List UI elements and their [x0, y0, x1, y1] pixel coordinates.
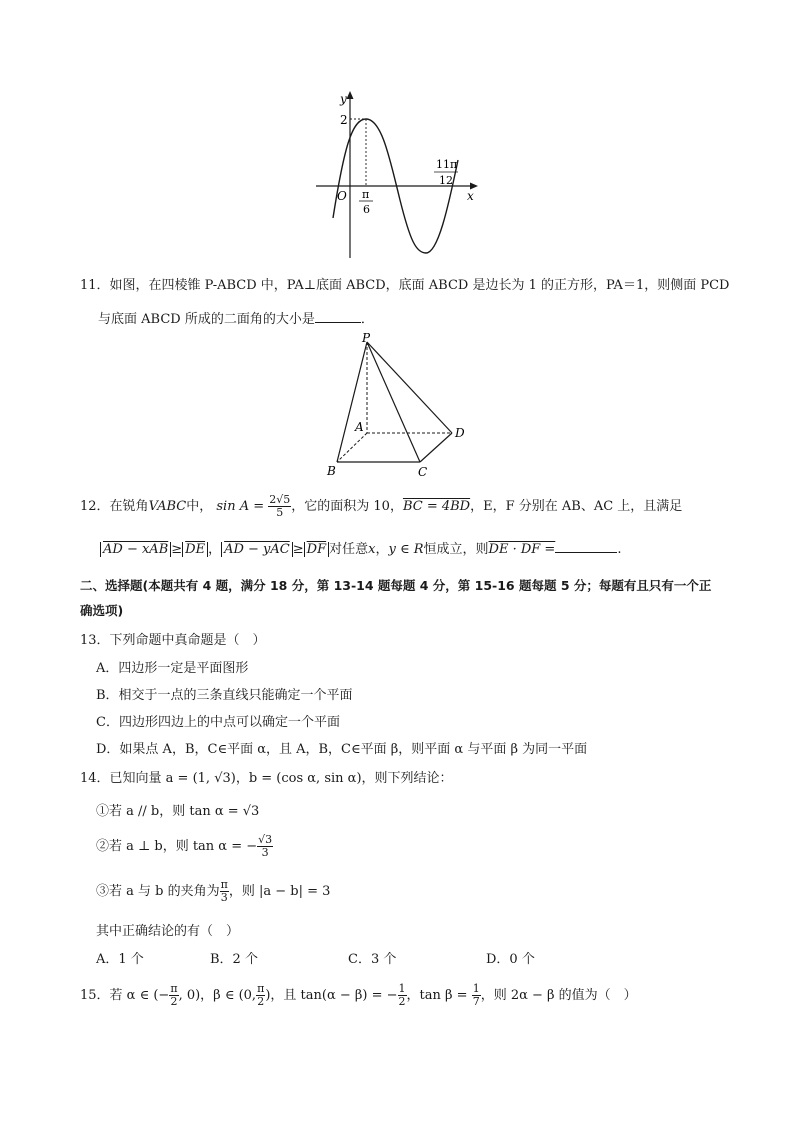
q15-t4-fraction: [472, 983, 481, 1008]
q14-conclusion-1: ①若 a // b，则 tan α = √3: [96, 804, 260, 819]
q15-t3-numerator: 1: [398, 982, 406, 995]
q11-text-line2: 与底面 ABCD 所成的二面角的大小是: [98, 312, 315, 327]
q14-c3-denominator: 3: [220, 891, 228, 904]
q12-text-1: 在锐角: [109, 499, 149, 514]
q12-text-4: ，E，F 分别在 AB、AC 上，且满足: [470, 499, 683, 514]
q14-stem-text: 已知向量 a = (1, √3)，b = (cos α, sin α)，则下列结论：: [109, 771, 453, 786]
pi1112-numerator: 11π: [436, 158, 458, 171]
section2-line2: 确选项): [80, 603, 124, 618]
q12-var-y: y ∈ R: [388, 542, 424, 557]
q13-stem: [80, 629, 266, 648]
pi1112-denominator: 12: [439, 174, 453, 187]
q15-interval1-right: , 0): [178, 988, 201, 1003]
q11-line2: [98, 308, 374, 327]
vertex-C-label: C: [418, 465, 428, 479]
section2-line1: 二、选择题(本题共有 4 题，满分 18 分，第 13-14 题每题 4 分，第 15-16 题每题 5 分；每题有且只有一个正: [80, 578, 712, 593]
q11-text-line1: 如图，在四棱锥 P-ABCD 中，PA⊥底面 ABCD，底面 ABCD 是边长为 1 的正方形，PA＝1，则侧面 PCD: [109, 278, 730, 293]
q12-text-7: 恒成立，则: [423, 542, 489, 557]
q15-stem: [80, 980, 637, 1012]
q15-int1-denominator: 2: [170, 995, 178, 1008]
q14-ask: 其中正确结论的有（ ）: [96, 924, 240, 939]
q14-c3-numerator: π: [220, 878, 228, 891]
q12-sep: ，: [208, 542, 222, 557]
q14-option-C[interactable]: C．3 个: [348, 952, 397, 967]
q14-c2-numerator: √3: [258, 833, 273, 846]
q15-int1-numerator: π: [170, 982, 178, 995]
q11-line1: [80, 274, 729, 293]
q12-ineq1-left: AD − xAB: [100, 542, 171, 557]
pi6-denominator: 6: [363, 203, 370, 216]
q12-triangle: VABC: [148, 499, 187, 514]
y-axis-label: y: [340, 92, 347, 106]
edge-CD: [420, 433, 452, 462]
pyramid-diagram: [320, 330, 470, 480]
q13-number: 13．: [80, 633, 110, 648]
q14-c2-denominator: 3: [261, 846, 269, 859]
q15-t4-denominator: 7: [472, 995, 480, 1008]
q12-bc-equation: BC = 4BD: [402, 499, 471, 514]
edge-AB-hidden: [337, 433, 367, 462]
q14-c3-post: ，则 |a − b| = 3: [228, 884, 331, 899]
q12-line1: [80, 492, 682, 522]
edge-PD: [367, 342, 452, 433]
q13-option-A[interactable]: A．四边形一定是平面图形: [96, 661, 249, 676]
q14-option-B[interactable]: B．2 个: [210, 952, 258, 967]
q12-ineq2-right: $\overline{DF}$: [304, 542, 329, 557]
vertex-D-label: D: [455, 426, 465, 440]
y-axis-arrow-icon: [347, 91, 354, 99]
q11-number: 11．: [80, 278, 110, 293]
q12-line2: [100, 538, 621, 557]
q12-ge-2: ≥: [292, 542, 304, 557]
q12-number: 12．: [80, 499, 110, 514]
q12-end: .: [617, 542, 622, 557]
q12-text-3: ，它的面积为 10，: [291, 499, 403, 514]
q13-stem-text: 下列命题中真命题是（ ）: [109, 633, 266, 648]
vertex-B-label: B: [327, 464, 336, 478]
q14-stem: [80, 767, 453, 786]
q15-interval1-fraction: [169, 983, 178, 1008]
q15-int2-denominator: 2: [257, 995, 265, 1008]
q12-sin-denominator: 5: [276, 506, 284, 519]
q12-var-x: x: [368, 542, 376, 557]
q15-text-3: ，且 tan(α − β) = −: [270, 988, 398, 1003]
q12-text-5: 对任意: [329, 542, 369, 557]
q14-conclusion-2: [96, 832, 273, 862]
q14-option-A[interactable]: A．1 个: [96, 952, 144, 967]
q12-ineq1-right: $\overline{DE}$: [182, 542, 208, 557]
q15-interval2-right: ): [265, 988, 271, 1003]
vertex-P-label: P: [362, 331, 371, 345]
q15-int2-numerator: π: [257, 982, 265, 995]
q12-sinA: sin A =: [216, 499, 265, 514]
edge-PC: [367, 342, 420, 462]
q12-ineq2-left: AD − yAC: [221, 542, 293, 557]
edge-PB: [337, 342, 367, 462]
q15-number: 15．: [80, 988, 110, 1003]
q12-text-2: 中，: [186, 499, 213, 514]
q11-end: ．: [360, 312, 374, 327]
q14-conclusion-3: [96, 877, 330, 907]
q12-text-6: ，: [375, 542, 389, 557]
origin-label: O: [337, 189, 347, 203]
q15-text-5: ，则 2α − β 的值为（ ）: [480, 988, 637, 1003]
q12-ge-1: ≥: [171, 542, 183, 557]
q13-option-D[interactable]: D．如果点 A，B，C∈平面 α，且 A，B，C∈平面 β，则平面 α 与平面 β 为同一平面: [96, 742, 588, 757]
q14-c3-text: ③若 a 与 b 的夹角为: [96, 884, 220, 899]
q15-interval1-left: (−: [153, 988, 170, 1003]
x-axis-label: x: [467, 189, 474, 203]
q14-c2-fraction: [257, 834, 273, 859]
q15-text-1: 若 α ∈: [109, 988, 150, 1003]
y-max-label: 2: [340, 113, 348, 127]
q13-option-B[interactable]: B．相交于一点的三条直线只能确定一个平面: [96, 688, 353, 703]
q15-text-2: ，β ∈: [200, 988, 235, 1003]
q15-t3-denominator: 2: [398, 995, 406, 1008]
q12-answer-blank[interactable]: [555, 552, 617, 553]
q15-t4-numerator: 1: [472, 982, 480, 995]
q14-number: 14．: [80, 771, 110, 786]
q15-interval2-left: (0,: [238, 988, 257, 1003]
q15-interval2-fraction: [256, 983, 265, 1008]
sine-graph: [310, 88, 490, 263]
vertex-A-label: A: [355, 420, 364, 434]
q12-dot-product: DE · DF =: [488, 542, 556, 557]
q15-text-4: ，tan β =: [406, 988, 468, 1003]
q12-sin-numerator: 2√5: [269, 493, 291, 506]
q14-option-D[interactable]: D．0 个: [486, 952, 535, 967]
q14-c3-fraction: [220, 879, 229, 904]
q15-t3-fraction: [398, 983, 407, 1008]
pi6-numerator: π: [362, 188, 370, 201]
q13-option-C[interactable]: C．四边形四边上的中点可以确定一个平面: [96, 715, 340, 730]
q11-answer-blank[interactable]: [315, 322, 361, 323]
q12-sin-fraction: [268, 494, 291, 519]
q14-c2-text: ②若 a ⊥ b，则 tan α = −: [96, 839, 258, 854]
